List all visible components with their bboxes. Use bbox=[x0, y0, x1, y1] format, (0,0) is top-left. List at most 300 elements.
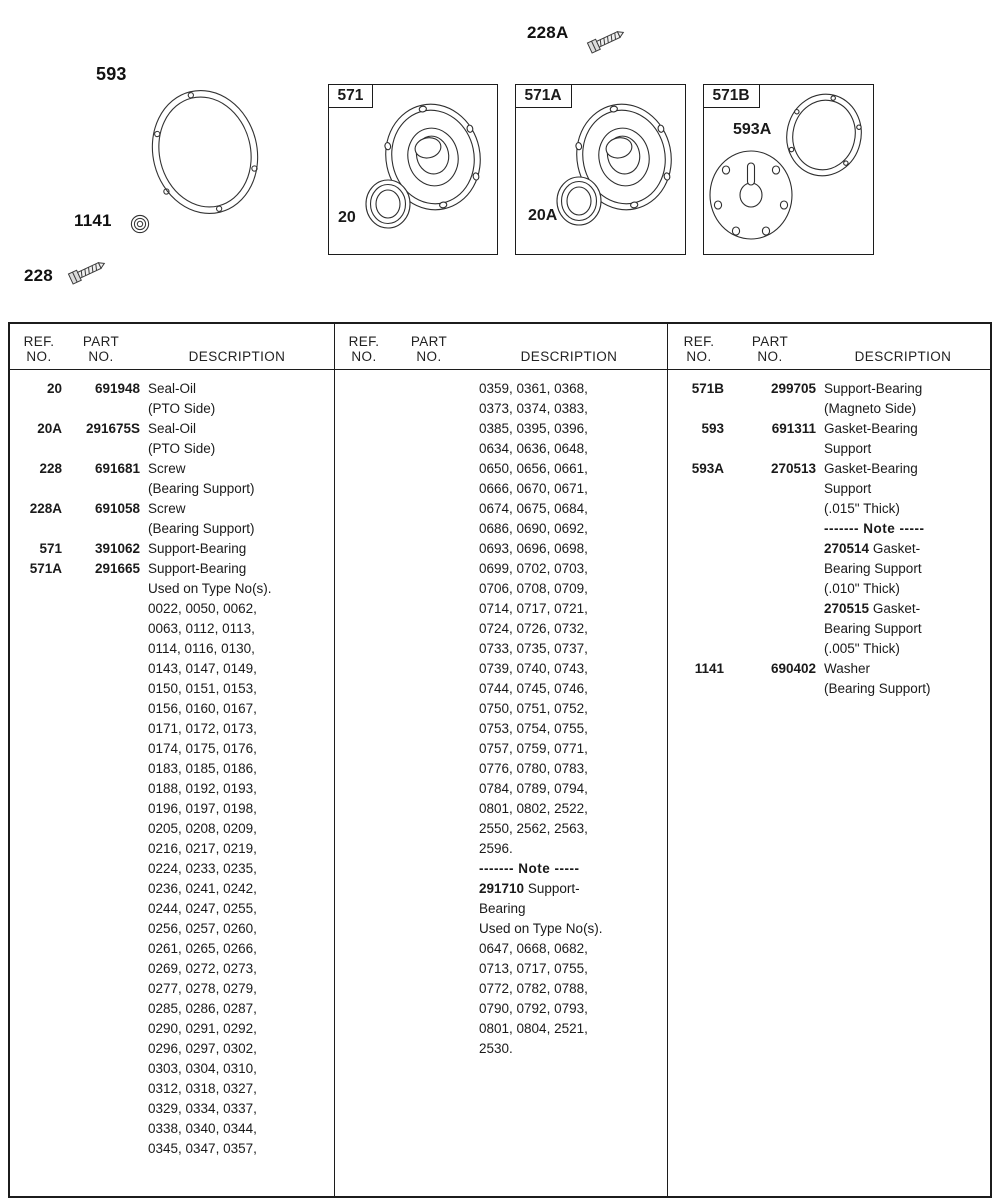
table-row bbox=[341, 779, 665, 799]
table-row bbox=[341, 619, 665, 639]
desc-cell: (Bearing Support) bbox=[824, 681, 931, 696]
part-cell bbox=[387, 519, 471, 539]
desc-cell: 0224, 0233, 0235, bbox=[148, 861, 257, 876]
table-row bbox=[16, 639, 332, 659]
box-tag-571b: 571B bbox=[703, 84, 760, 109]
table-row bbox=[674, 579, 988, 599]
desc-cell: 0385, 0395, 0396, bbox=[479, 421, 588, 436]
desc-cell: Support-Bearing bbox=[148, 541, 247, 556]
ref-cell bbox=[16, 839, 62, 859]
table-row bbox=[16, 859, 332, 879]
part-cell bbox=[724, 479, 816, 499]
table-row bbox=[674, 499, 988, 519]
ref-cell bbox=[341, 419, 387, 439]
desc-cell: 2596. bbox=[479, 841, 513, 856]
desc-cell: 0733, 0735, 0737, bbox=[479, 641, 588, 656]
table-row bbox=[16, 1079, 332, 1099]
magneto-support-plate bbox=[710, 151, 792, 239]
ref-cell bbox=[341, 979, 387, 999]
ref-cell bbox=[16, 919, 62, 939]
desc-cell: 0699, 0702, 0703, bbox=[479, 561, 588, 576]
table-row bbox=[341, 679, 665, 699]
table-row bbox=[16, 719, 332, 739]
desc-cell: 0236, 0241, 0242, bbox=[148, 881, 257, 896]
desc-cell: 0290, 0291, 0292, bbox=[148, 1021, 257, 1036]
ref-cell bbox=[16, 1019, 62, 1039]
exploded-parts-diagram bbox=[0, 0, 1000, 322]
part-cell: 691948 bbox=[94, 381, 140, 396]
table-row bbox=[16, 419, 332, 439]
ref-cell bbox=[16, 979, 62, 999]
ref-cell: 228A bbox=[29, 501, 62, 516]
bearing-support-571a-drawing bbox=[516, 85, 684, 252]
part-cell bbox=[62, 619, 140, 639]
ref-cell bbox=[341, 619, 387, 639]
bearing-support-571b-drawing bbox=[704, 85, 872, 252]
table-row bbox=[674, 459, 988, 479]
table-row bbox=[16, 619, 332, 639]
part-cell: 391062 bbox=[94, 541, 140, 556]
label-20a: 20A bbox=[528, 207, 558, 224]
part-cell bbox=[724, 439, 816, 459]
desc-cell: 0183, 0185, 0186, bbox=[148, 761, 257, 776]
ref-cell bbox=[341, 879, 387, 899]
table-row bbox=[16, 979, 332, 999]
table-row bbox=[341, 999, 665, 1019]
ref-cell bbox=[16, 1139, 62, 1159]
inline-part-number: 291710 bbox=[479, 881, 528, 896]
table-row bbox=[16, 1039, 332, 1059]
ref-cell: 593 bbox=[701, 421, 724, 436]
part-cell bbox=[387, 499, 471, 519]
table-header bbox=[668, 324, 990, 370]
part-box-571b bbox=[703, 84, 874, 255]
header-part: PART NO. bbox=[82, 334, 120, 364]
part-cell bbox=[387, 719, 471, 739]
ref-cell bbox=[16, 859, 62, 879]
part-cell: 690402 bbox=[770, 661, 816, 676]
part-cell bbox=[62, 919, 140, 939]
part-cell bbox=[387, 899, 471, 919]
ref-cell: 1141 bbox=[694, 661, 724, 676]
part-cell: 691058 bbox=[94, 501, 140, 516]
desc-cell: (.010" Thick) bbox=[824, 581, 900, 596]
table-row bbox=[341, 579, 665, 599]
ref-cell bbox=[341, 779, 387, 799]
desc-cell: 0776, 0780, 0783, bbox=[479, 761, 588, 776]
table-row bbox=[674, 539, 988, 559]
ref-cell: 20 bbox=[46, 381, 62, 396]
ref-cell bbox=[341, 679, 387, 699]
part-cell bbox=[62, 739, 140, 759]
part-cell bbox=[724, 399, 816, 419]
desc-cell: 0757, 0759, 0771, bbox=[479, 741, 588, 756]
ref-cell: 228 bbox=[39, 461, 62, 476]
ref-cell bbox=[341, 1019, 387, 1039]
ref-cell bbox=[16, 719, 62, 739]
part-cell bbox=[62, 1119, 140, 1139]
header-ref: REF. NO. bbox=[348, 334, 380, 364]
ref-cell bbox=[341, 639, 387, 659]
desc-cell: 270515 Gasket- bbox=[824, 601, 921, 616]
part-cell bbox=[62, 659, 140, 679]
table-body-3 bbox=[668, 370, 990, 699]
part-box-571a bbox=[515, 84, 686, 255]
desc-cell: 0706, 0708, 0709, bbox=[479, 581, 588, 596]
ref-cell bbox=[16, 659, 62, 679]
ref-cell bbox=[16, 1079, 62, 1099]
table-row bbox=[341, 879, 665, 899]
part-cell bbox=[62, 679, 140, 699]
ref-cell bbox=[16, 599, 62, 619]
desc-cell: 0063, 0112, 0113, bbox=[148, 621, 255, 636]
part-cell bbox=[62, 599, 140, 619]
table-row bbox=[341, 439, 665, 459]
desc-cell: 0650, 0656, 0661, bbox=[479, 461, 588, 476]
table-body-1 bbox=[10, 370, 334, 1159]
part-cell bbox=[724, 639, 816, 659]
desc-cell: 2530. bbox=[479, 1041, 513, 1056]
table-row bbox=[674, 479, 988, 499]
table-row bbox=[341, 1019, 665, 1039]
ref-cell bbox=[674, 479, 724, 499]
table-column-2 bbox=[334, 324, 667, 1196]
desc-cell: 0196, 0197, 0198, bbox=[148, 801, 257, 816]
table-row bbox=[341, 639, 665, 659]
desc-cell: 0744, 0745, 0746, bbox=[479, 681, 588, 696]
part-box-571 bbox=[328, 84, 498, 255]
desc-cell: 0693, 0696, 0698, bbox=[479, 541, 588, 556]
part-cell bbox=[387, 779, 471, 799]
ref-cell bbox=[341, 839, 387, 859]
label-228: 228 bbox=[24, 266, 53, 285]
part-cell bbox=[62, 939, 140, 959]
ref-cell bbox=[341, 959, 387, 979]
header-description: DESCRIPTION bbox=[854, 349, 952, 364]
desc-cell: 0171, 0172, 0173, bbox=[148, 721, 257, 736]
part-cell bbox=[62, 779, 140, 799]
part-cell bbox=[62, 639, 140, 659]
ref-cell bbox=[16, 439, 62, 459]
ref-cell bbox=[674, 619, 724, 639]
table-row bbox=[16, 999, 332, 1019]
desc-cell: 0634, 0636, 0648, bbox=[479, 441, 588, 456]
ref-cell bbox=[341, 439, 387, 459]
desc-cell: 0188, 0192, 0193, bbox=[148, 781, 257, 796]
part-cell bbox=[387, 379, 471, 399]
table-row bbox=[674, 419, 988, 439]
label-228a: 228A bbox=[527, 23, 569, 42]
table-row bbox=[341, 799, 665, 819]
ref-cell bbox=[16, 779, 62, 799]
part-cell: 691311 bbox=[771, 421, 816, 436]
table-row bbox=[16, 959, 332, 979]
ref-cell bbox=[16, 579, 62, 599]
part-cell bbox=[62, 859, 140, 879]
part-cell bbox=[387, 879, 471, 899]
part-cell bbox=[387, 399, 471, 419]
desc-cell: 0801, 0802, 2522, bbox=[479, 801, 588, 816]
screw-228a-icon bbox=[585, 25, 631, 57]
part-cell bbox=[387, 419, 471, 439]
table-row bbox=[341, 379, 665, 399]
desc-cell: 0261, 0265, 0266, bbox=[148, 941, 257, 956]
desc-cell: 0750, 0751, 0752, bbox=[479, 701, 588, 716]
table-row bbox=[674, 679, 988, 699]
ref-cell bbox=[341, 579, 387, 599]
ref-cell: 571A bbox=[29, 561, 62, 576]
table-row bbox=[16, 879, 332, 899]
part-cell bbox=[62, 1079, 140, 1099]
table-row bbox=[16, 519, 332, 539]
table-row bbox=[16, 459, 332, 479]
ref-cell bbox=[341, 899, 387, 919]
desc-cell: 0713, 0717, 0755, bbox=[479, 961, 588, 976]
ref-cell bbox=[16, 759, 62, 779]
table-row bbox=[16, 539, 332, 559]
table-row bbox=[16, 659, 332, 679]
desc-cell: Gasket-Bearing bbox=[824, 461, 918, 476]
desc-cell: 0686, 0690, 0692, bbox=[479, 521, 588, 536]
part-cell bbox=[62, 519, 140, 539]
ref-cell bbox=[16, 959, 62, 979]
desc-cell: 0303, 0304, 0310, bbox=[148, 1061, 257, 1076]
box-tag-571: 571 bbox=[328, 84, 374, 109]
desc-cell: 0359, 0361, 0368, bbox=[479, 381, 588, 396]
ref-cell bbox=[341, 519, 387, 539]
part-cell bbox=[724, 519, 816, 539]
table-row bbox=[341, 839, 665, 859]
table-row bbox=[674, 639, 988, 659]
part-cell bbox=[62, 579, 140, 599]
desc-cell: 0216, 0217, 0219, bbox=[148, 841, 257, 856]
desc-cell: 0784, 0789, 0794, bbox=[479, 781, 588, 796]
desc-cell: Gasket-Bearing bbox=[824, 421, 918, 436]
table-row bbox=[341, 479, 665, 499]
part-cell bbox=[62, 699, 140, 719]
ref-cell bbox=[16, 619, 62, 639]
ref-cell bbox=[674, 579, 724, 599]
ref-cell bbox=[674, 539, 724, 559]
header-part: PART NO. bbox=[410, 334, 448, 364]
ref-cell bbox=[341, 599, 387, 619]
desc-cell: 0269, 0272, 0273, bbox=[148, 961, 257, 976]
desc-cell: 0739, 0740, 0743, bbox=[479, 661, 588, 676]
part-cell bbox=[387, 679, 471, 699]
part-cell bbox=[387, 539, 471, 559]
header-description: DESCRIPTION bbox=[188, 349, 286, 364]
ref-cell bbox=[341, 539, 387, 559]
ref-cell: 593A bbox=[691, 461, 724, 476]
desc-cell: 0373, 0374, 0383, bbox=[479, 401, 588, 416]
ref-cell: 571B bbox=[691, 381, 724, 396]
inline-part-number: 270515 bbox=[824, 601, 873, 616]
part-cell: 691681 bbox=[94, 461, 140, 476]
desc-cell: (Bearing Support) bbox=[148, 521, 255, 536]
table-body-2 bbox=[335, 370, 667, 1059]
label-593a: 593A bbox=[733, 121, 772, 138]
inline-part-number: 270514 bbox=[824, 541, 873, 556]
ref-cell bbox=[341, 859, 387, 879]
ref-cell bbox=[341, 799, 387, 819]
part-cell bbox=[62, 1039, 140, 1059]
table-row bbox=[341, 899, 665, 919]
ref-cell bbox=[341, 559, 387, 579]
desc-cell: 0647, 0668, 0682, bbox=[479, 941, 588, 956]
table-row bbox=[16, 739, 332, 759]
label-20: 20 bbox=[338, 209, 356, 226]
ref-cell bbox=[16, 399, 62, 419]
desc-cell: (PTO Side) bbox=[148, 441, 216, 456]
ref-cell bbox=[16, 1039, 62, 1059]
table-row bbox=[341, 719, 665, 739]
ref-cell bbox=[674, 499, 724, 519]
ref-cell bbox=[674, 599, 724, 619]
desc-cell: 0277, 0278, 0279, bbox=[148, 981, 257, 996]
table-row bbox=[16, 799, 332, 819]
oil-seal-20a-drawing bbox=[557, 177, 601, 225]
desc-cell: (.005" Thick) bbox=[824, 641, 900, 656]
desc-cell: 0022, 0050, 0062, bbox=[148, 601, 257, 616]
table-row bbox=[16, 699, 332, 719]
desc-cell: (Magneto Side) bbox=[824, 401, 917, 416]
table-row bbox=[16, 499, 332, 519]
table-column-1 bbox=[10, 324, 334, 1196]
ref-cell bbox=[341, 999, 387, 1019]
ref-cell: 20A bbox=[37, 421, 62, 436]
ref-cell bbox=[16, 939, 62, 959]
table-header bbox=[335, 324, 667, 370]
desc-cell: 0143, 0147, 0149, bbox=[148, 661, 257, 676]
part-cell bbox=[62, 1019, 140, 1039]
table-row bbox=[16, 1139, 332, 1159]
ref-cell bbox=[16, 679, 62, 699]
ref-cell bbox=[341, 939, 387, 959]
part-cell bbox=[387, 459, 471, 479]
label-1141: 1141 bbox=[74, 211, 112, 230]
parts-table bbox=[8, 322, 992, 1198]
washer-1141-icon bbox=[129, 213, 151, 235]
part-cell bbox=[62, 399, 140, 419]
desc-cell: 0345, 0347, 0357, bbox=[148, 1141, 257, 1156]
ref-cell bbox=[674, 679, 724, 699]
table-row bbox=[341, 399, 665, 419]
part-cell bbox=[62, 799, 140, 819]
ref-cell bbox=[341, 399, 387, 419]
part-cell bbox=[387, 639, 471, 659]
desc-cell: Support bbox=[824, 441, 872, 456]
table-row bbox=[341, 699, 665, 719]
desc-cell: 0205, 0208, 0209, bbox=[148, 821, 257, 836]
desc-cell: (.015" Thick) bbox=[824, 501, 900, 516]
table-row bbox=[341, 939, 665, 959]
part-cell bbox=[387, 1039, 471, 1059]
desc-cell: 0256, 0257, 0260, bbox=[148, 921, 257, 936]
table-row bbox=[674, 439, 988, 459]
table-row bbox=[341, 599, 665, 619]
ref-cell bbox=[16, 819, 62, 839]
table-row bbox=[674, 659, 988, 679]
part-cell: 291665 bbox=[94, 561, 140, 576]
gasket-593a-drawing bbox=[778, 86, 870, 183]
part-cell bbox=[62, 959, 140, 979]
ref-cell bbox=[16, 479, 62, 499]
desc-cell: (PTO Side) bbox=[148, 401, 216, 416]
part-cell bbox=[62, 1059, 140, 1079]
table-row bbox=[16, 1099, 332, 1119]
table-row bbox=[16, 819, 332, 839]
table-row bbox=[16, 1019, 332, 1039]
table-row bbox=[341, 959, 665, 979]
part-cell bbox=[387, 919, 471, 939]
table-row bbox=[341, 739, 665, 759]
table-row bbox=[341, 759, 665, 779]
desc-cell: ------- Note ----- bbox=[824, 521, 925, 536]
table-row bbox=[674, 559, 988, 579]
part-cell bbox=[387, 839, 471, 859]
part-cell bbox=[387, 859, 471, 879]
header-description: DESCRIPTION bbox=[520, 349, 618, 364]
part-cell bbox=[724, 679, 816, 699]
desc-cell: 0156, 0160, 0167, bbox=[148, 701, 257, 716]
desc-cell: Support bbox=[824, 481, 872, 496]
desc-cell: 0150, 0151, 0153, bbox=[148, 681, 257, 696]
table-row bbox=[341, 519, 665, 539]
header-ref: REF. NO. bbox=[23, 334, 55, 364]
table-row bbox=[341, 499, 665, 519]
table-row bbox=[16, 759, 332, 779]
desc-cell: 0174, 0175, 0176, bbox=[148, 741, 257, 756]
table-row bbox=[341, 859, 665, 879]
desc-cell: 0801, 0804, 2521, bbox=[479, 1021, 588, 1036]
ref-cell bbox=[341, 759, 387, 779]
desc-cell: 270514 Gasket- bbox=[824, 541, 921, 556]
desc-cell: 0329, 0334, 0337, bbox=[148, 1101, 257, 1116]
desc-cell: 0753, 0754, 0755, bbox=[479, 721, 588, 736]
label-593: 593 bbox=[96, 64, 127, 84]
table-row bbox=[16, 939, 332, 959]
part-cell bbox=[387, 759, 471, 779]
desc-cell: Support-Bearing bbox=[824, 381, 923, 396]
header-ref: REF. NO. bbox=[683, 334, 715, 364]
table-row bbox=[674, 379, 988, 399]
ref-cell bbox=[16, 699, 62, 719]
ref-cell bbox=[341, 1039, 387, 1059]
part-cell bbox=[387, 939, 471, 959]
desc-cell: Support-Bearing bbox=[148, 561, 247, 576]
ref-cell bbox=[674, 439, 724, 459]
table-row bbox=[341, 559, 665, 579]
desc-cell: 2550, 2562, 2563, bbox=[479, 821, 588, 836]
table-row bbox=[16, 899, 332, 919]
table-row bbox=[341, 919, 665, 939]
desc-cell: 0666, 0670, 0671, bbox=[479, 481, 588, 496]
desc-cell: Bearing bbox=[479, 901, 526, 916]
ref-cell bbox=[16, 1059, 62, 1079]
ref-cell bbox=[16, 1099, 62, 1119]
part-cell bbox=[724, 499, 816, 519]
table-row bbox=[674, 599, 988, 619]
ref-cell bbox=[341, 739, 387, 759]
table-row bbox=[341, 419, 665, 439]
table-row bbox=[341, 979, 665, 999]
desc-cell: Washer bbox=[824, 661, 871, 676]
desc-cell: (Bearing Support) bbox=[148, 481, 255, 496]
part-cell bbox=[724, 539, 816, 559]
part-cell: 291675S bbox=[85, 421, 140, 436]
part-cell bbox=[387, 819, 471, 839]
ref-cell bbox=[341, 919, 387, 939]
